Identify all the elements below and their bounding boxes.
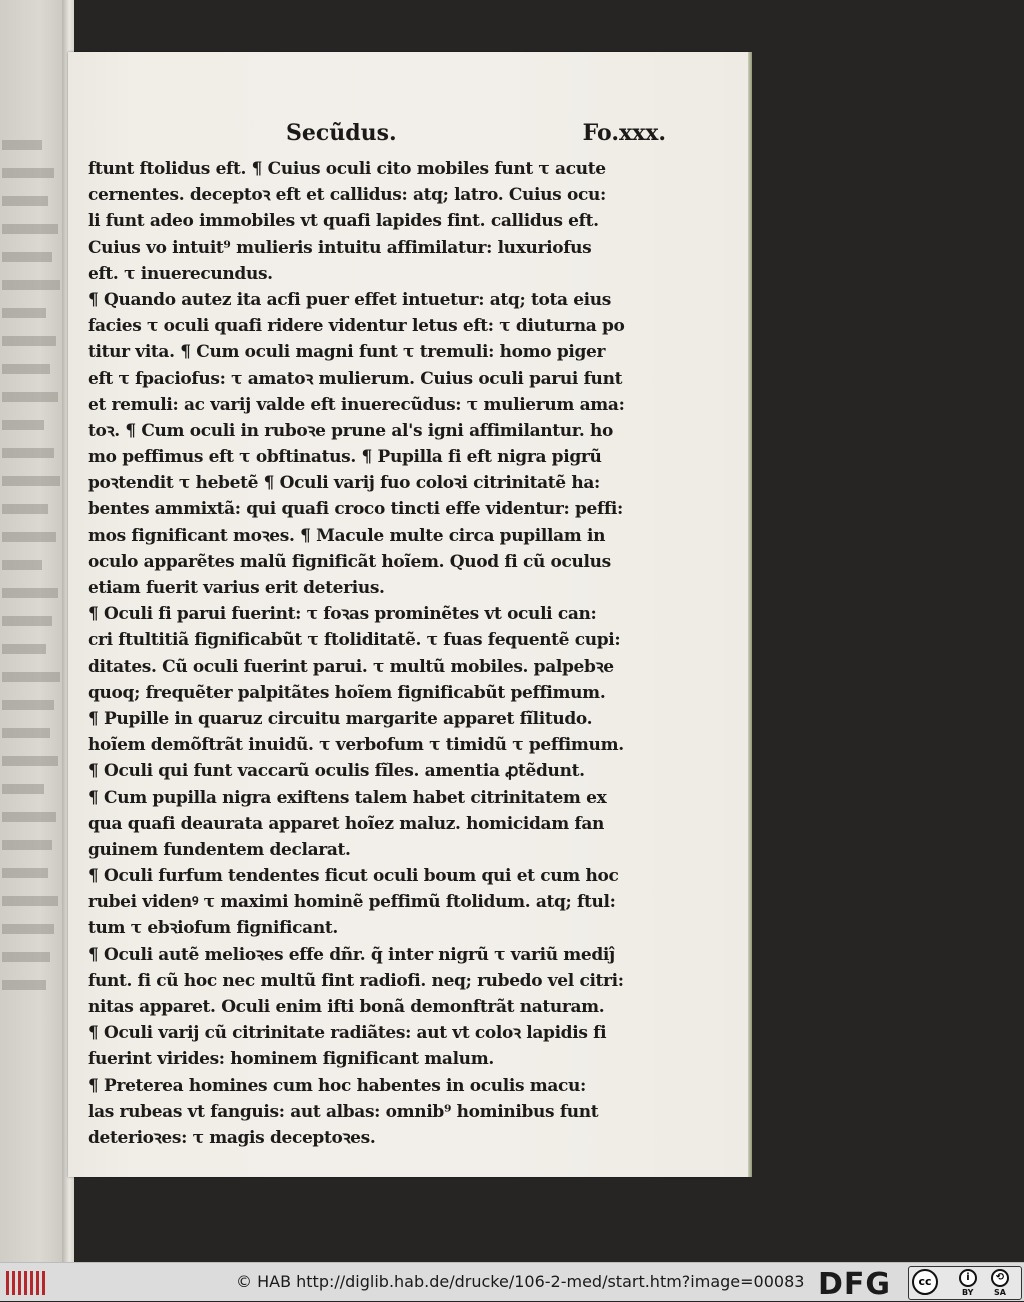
text-line: etiam fuerit varius erit deterius. [88,578,385,598]
page-edge [748,52,752,1177]
text-line: nitas apparet. Oculi enim ifti bonã demonftrãt naturam. [88,997,605,1017]
text-line: cri ftultitiã fignificabũt τ ftoliditatẽ. τ fuas fequentẽ cupi: [88,630,621,651]
text-line: eft. τ inuerecundus. [88,263,273,284]
text-line: guinem fundentem declarat. [88,839,351,860]
creative-commons-icon: cc [912,1269,938,1295]
text-line: toꝛ. ¶ Cum oculi in ruboꝛe prune al's igni affimilantur. ho [88,420,613,441]
book-page [68,52,748,1177]
text-line: ditates. Cũ oculi fuerint parui. τ multũ mobiles. palpebꝛe [88,656,614,677]
text-line: rubei videnꝰ τ maximi hominẽ peffimũ ftolidum. atq; ftul: [88,892,616,913]
text-line: funt. fi cũ hoc nec multũ fint radiofi. neq; rubedo vel citri: [88,970,624,991]
text-line: hoĩem demõftrãt inuidũ. τ verbofum τ timidũ τ peffimum. [88,735,624,756]
running-head-title: Secũdus. [286,120,397,146]
running-head [286,120,666,152]
text-line: ¶ Pupille in quaruz circuitu margarite apparet fĩlitudo. [88,708,593,729]
text-line: mo peffimus eft τ obftinatus. ¶ Pupilla fi eft nigra pigrũ [88,447,602,468]
attribution-icon: i [959,1269,977,1287]
footer-bar [0,1262,1024,1301]
folio-number: Fo.xxx. [582,120,666,146]
license-sa-label: SA [994,1288,1006,1297]
text-line: ¶ Cum pupilla nigra exiftens talem habet citrinitatem ex [88,787,607,808]
text-line: ¶ Oculi qui funt vaccarũ oculis fĩles. amentia ꝓtẽdunt. [88,761,585,782]
text-line: ¶ Oculi furfum tendentes ficut oculi boum qui et cum hoc [88,866,619,887]
text-line: qua quafi deaurata apparet hoĩez maluz. homicidam fan [88,813,605,834]
text-line: mos fignificant moꝛes. ¶ Macule multe circa pupillam in [88,525,606,546]
dfg-logo[interactable]: DFG [818,1267,892,1302]
text-line: ¶ Quando autez ita acfi puer effet intuetur: atq; tota eius [88,289,611,310]
copyright-link[interactable]: © HAB http://diglib.hab.de/drucke/106-2-med/start.htm?image=00083 [236,1272,805,1291]
text-line: deterioꝛes: τ magis deceptoꝛes. [88,1127,376,1148]
hab-logo-icon[interactable] [6,1271,46,1295]
text-line: facies τ oculi quafi ridere videntur letus eft: τ diuturna po [88,316,625,337]
text-line: tum τ ebꝛiofum fignificant. [88,918,338,939]
text-line: ¶ Preterea homines cum hoc habentes in oculis macu: [88,1075,586,1096]
text-line: ¶ Oculi varij cũ citrinitate radiãtes: aut vt coloꝛ lapidis fi [88,1023,607,1044]
license-by-label: BY [962,1288,974,1297]
text-line: bentes ammixtã: qui quafi croco tincti effe videntur: peffi: [88,499,623,520]
facing-page-left [0,0,66,1262]
text-line: las rubeas vt fanguis: aut albas: omnib⁹ hominibus funt [88,1101,599,1122]
text-line: fuerint virides: hominem fignificant malum. [88,1049,494,1070]
text-line: eft τ fpaciofus: τ amatoꝛ mulierum. Cuius oculi parui funt [88,368,623,389]
text-line: et remuli: ac varij valde eft inuerecũdus: τ mulierum ama: [88,394,625,415]
text-line: titur vita. ¶ Cum oculi magni funt τ tremuli: homo piger [88,342,606,363]
cc-license-badge[interactable] [908,1266,1022,1300]
text-line: ¶ Oculi autẽ melioꝛes effe dñr. q̃ inter nigrũ τ variũ mediĵ [88,944,615,965]
text-line: poꝛtendit τ hebetẽ ¶ Oculi varij fuo coloꝛi citrinitatẽ ha: [88,473,600,494]
text-line: li funt adeo immobiles vt quafi lapides fint. callidus eft. [88,211,599,232]
text-line: cernentes. deceptoꝛ eft et callidus: atq; latro. Cuius ocu: [88,185,606,206]
text-block [88,156,628,1151]
text-line: quoq; frequẽter palpitãtes hoĩem fignificabũt peffimum. [88,682,606,703]
text-line: Cuius vo intuit⁹ mulieris intuitu affimilatur: luxuriofus [88,237,592,258]
text-line: oculo apparẽtes malũ fignificãt hoĩem. Quod fi cũ oculus [88,551,611,572]
text-line: ftunt ftolidus eft. ¶ Cuius oculi cito mobiles funt τ acute [88,159,606,179]
text-line: ¶ Oculi fi parui fuerint: τ foꝛas prominẽtes vt oculi can: [88,604,597,625]
share-alike-icon: ⟲ [991,1269,1009,1287]
